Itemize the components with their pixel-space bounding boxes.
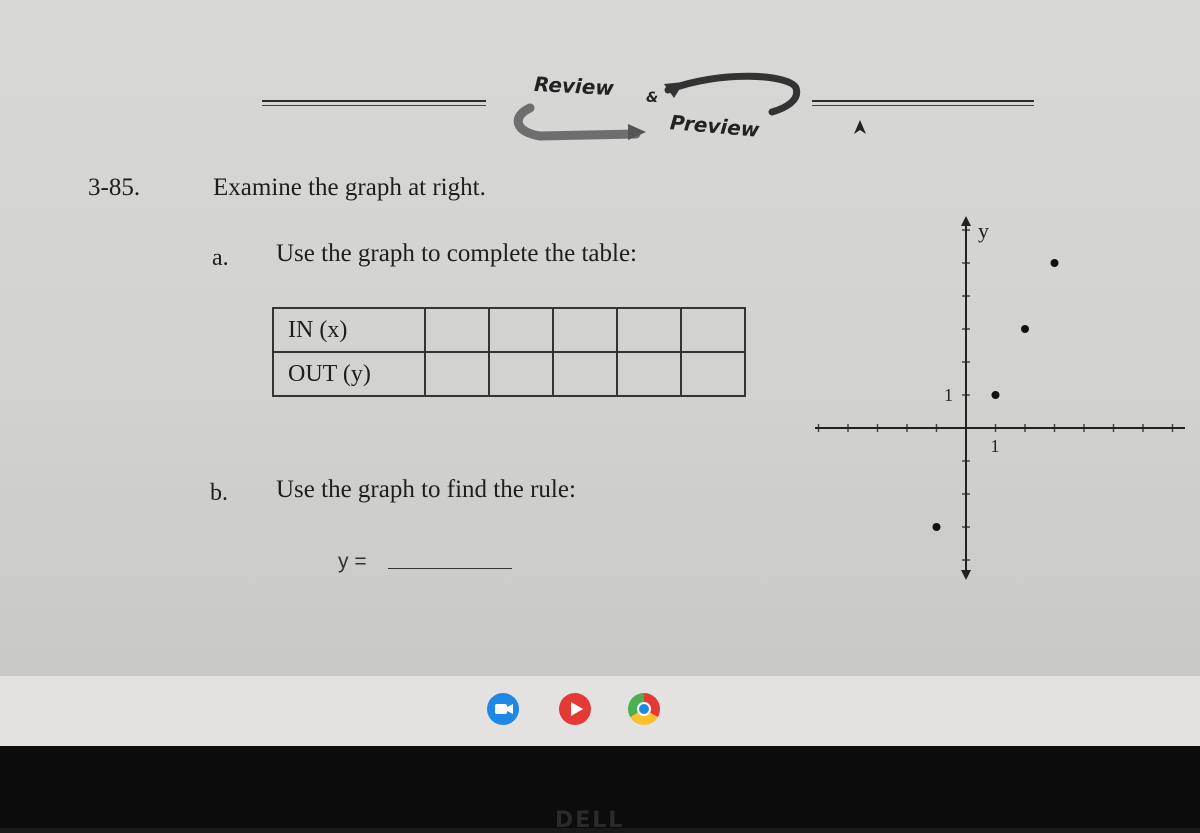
- y-axis-arrow-down: [961, 570, 971, 580]
- table-header-in: IN (x): [273, 308, 425, 352]
- table-cell[interactable]: [553, 308, 617, 352]
- part-a-text: Use the graph to complete the table:: [276, 240, 637, 267]
- part-b-letter: b.: [210, 480, 228, 506]
- mouse-cursor-icon: [850, 118, 870, 138]
- table-cell[interactable]: [489, 352, 553, 396]
- table-header-out: OUT (y): [273, 352, 425, 396]
- y-axis-label: y: [978, 218, 989, 243]
- play-store-icon[interactable]: [559, 693, 591, 725]
- part-b-text: Use the graph to find the rule:: [276, 476, 576, 503]
- table-cell[interactable]: [489, 308, 553, 352]
- table-cell[interactable]: [425, 352, 489, 396]
- table-cell[interactable]: [553, 352, 617, 396]
- x-tick-label: 1: [990, 436, 1000, 456]
- graph-point: [1021, 325, 1029, 333]
- review-preview-banner: [500, 60, 810, 160]
- preview-label: Preview: [669, 110, 761, 142]
- axis-ticks: [815, 230, 1185, 560]
- graph-point: [933, 523, 941, 531]
- table-row: [273, 352, 745, 396]
- ampersand-label: &: [646, 90, 659, 106]
- input-output-table: [272, 307, 746, 397]
- graph-point: [992, 391, 1000, 399]
- part-a-letter: a.: [212, 245, 229, 271]
- taskbar: [0, 676, 1200, 746]
- rule-answer-prefix: y =: [338, 550, 367, 573]
- rule-answer-blank[interactable]: [388, 568, 512, 569]
- problem-number: 3-85.: [88, 174, 141, 201]
- header-rule-right: [812, 100, 1034, 102]
- table-cell[interactable]: [617, 308, 681, 352]
- table-cell[interactable]: [617, 352, 681, 396]
- chrome-icon[interactable]: [628, 693, 660, 725]
- y-axis-arrow-up: [961, 216, 971, 226]
- table-cell[interactable]: [425, 308, 489, 352]
- y-tick-label: 1: [944, 385, 953, 405]
- header-rule-left: [262, 100, 486, 102]
- table-cell[interactable]: [681, 352, 745, 396]
- table-row: [273, 308, 745, 352]
- table-cell[interactable]: [681, 308, 745, 352]
- camera-app-icon[interactable]: [487, 693, 519, 725]
- problem-prompt: Examine the graph at right.: [213, 174, 486, 201]
- review-label: Review: [533, 71, 615, 101]
- device-logo: DELL: [555, 808, 625, 833]
- coordinate-graph: [815, 210, 1185, 580]
- graph-point: [1051, 259, 1059, 267]
